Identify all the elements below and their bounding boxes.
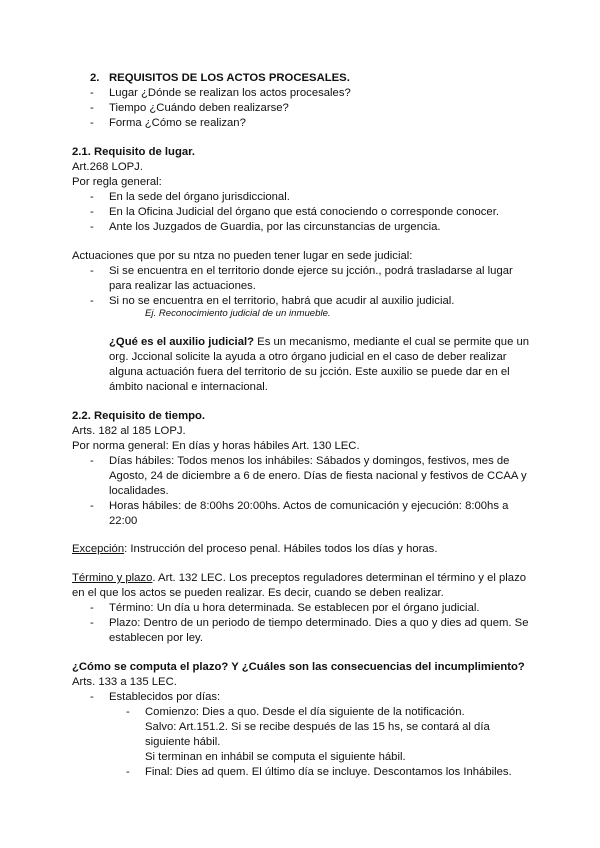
bullet-dash: - (90, 691, 94, 703)
paragraph: Por norma general: En días y horas hábiles Art. 130 LEC. (72, 440, 360, 452)
list-item: Si se encuentra en el territorio donde ejerce su jcción., podrá trasladarse al lugar (109, 265, 513, 277)
bullet-dash: - (90, 221, 94, 233)
list-item-continuation: para realizar las actuaciones. (109, 280, 256, 292)
bullet-dash: - (90, 602, 94, 614)
list-item: En la Oficina Judicial del órgano que está conociendo o corresponde conocer. (109, 206, 499, 218)
bullet-dash: - (90, 295, 94, 307)
termino-paragraph (72, 571, 526, 585)
bullet-dash: - (90, 617, 94, 629)
paragraph: Actuaciones que por su ntza no pueden tener lugar en sede judicial: (72, 250, 413, 262)
list-item: Ante los Juzgados de Guardia, por las circunstancias de urgencia. (109, 221, 441, 233)
list-item: Plazo: Dentro de un periodo de tiempo determinado. Dies a quo y dies ad quem. Se (109, 617, 529, 629)
list-item: Establecidos por días: (109, 691, 221, 703)
termino-text: en el que los actos se pueden realizar. Es decir, cuando se deben realizar. (72, 587, 444, 599)
list-item: Tiempo ¿Cuándo deben realizarse? (109, 102, 289, 114)
termino-text: . Art. 132 LEC. Los preceptos reguladores determinan el término y el plazo (152, 572, 527, 584)
list-item: Forma ¿Cómo se realizan? (109, 117, 246, 129)
list-item: Días hábiles: Todos menos los inhábiles: Sábados y domingos, festivos, mes de (109, 455, 510, 467)
bullet-dash: - (90, 102, 94, 114)
sub-list-item-continuation: Salvo: Art.151.2. Si se recibe después de las 15 hs, se contará al día (145, 721, 490, 733)
list-item: Término: Un día u hora determinada. Se establecen por el órgano judicial. (109, 602, 480, 614)
sub-list-item: Final: Dies ad quem. El último día se incluye. Descontamos los Inhábiles. (145, 766, 512, 778)
article-ref: Arts. 133 a 135 LEC. (72, 676, 177, 688)
bullet-dash: - (90, 191, 94, 203)
paragraph: Por regla general: (72, 176, 162, 188)
list-item: Lugar ¿Dónde se realizan los actos procesales? (109, 87, 351, 99)
auxilio-paragraph (109, 335, 529, 349)
auxilio-text: ámbito nacional e internacional. (109, 381, 268, 393)
excepcion-label: Excepción (72, 543, 125, 555)
list-item: Horas hábiles: de 8:00hs 20:00hs. Actos de comunicación y ejecución: 8:00hs a (109, 500, 509, 512)
section-title: REQUISITOS DE LOS ACTOS PROCESALES. (109, 72, 350, 84)
example-note: Ej. Reconocimiento judicial de un inmueble. (145, 308, 331, 319)
auxilio-text: org. Jccional solicite la ayuda a otro órgano judicial en el caso de deber realizar (109, 351, 507, 363)
list-item: Si no se encuentra en el territorio, habrá que acudir al auxilio judicial. (109, 295, 455, 307)
bullet-dash: - (90, 455, 94, 467)
subsection-heading: 2.2. Requisito de tiempo. (72, 410, 206, 422)
termino-label: Término y plazo (72, 572, 153, 584)
auxilio-text: Es un mecanismo, mediante el cual se permite que un (254, 336, 530, 348)
list-item-continuation: establecen por ley. (109, 632, 203, 644)
sub-list-item-continuation: Si terminan en inhábil se computa el siguiente hábil. (145, 751, 406, 763)
bullet-dash: - (90, 206, 94, 218)
bullet-dash: - (90, 87, 94, 99)
bullet-dash: - (126, 706, 130, 718)
auxilio-question: ¿Qué es el auxilio judicial? (109, 336, 255, 348)
auxilio-text: alguna actuación fuera del territorio de su jcción. Este auxilio se puede dar en el (109, 366, 510, 378)
excepcion-text: : Instrucción del proceso penal. Hábiles todos los días y horas. (124, 543, 438, 555)
bullet-dash: - (90, 117, 94, 129)
list-item-continuation: localidades. (109, 485, 169, 497)
list-item-continuation: Agosto, 24 de diciembre a 6 de enero. Días de fiesta nacional y festivos de CCAA y (109, 470, 527, 482)
list-item-continuation: 22:00 (109, 515, 138, 527)
sub-list-item: Comienzo: Dies a quo. Desde el día siguiente de la notificación. (145, 706, 465, 718)
article-ref: Arts. 182 al 185 LOPJ. (72, 425, 186, 437)
bullet-dash: - (90, 500, 94, 512)
section-number: 2. (90, 72, 100, 84)
subsection-heading: 2.1. Requisito de lugar. (72, 146, 196, 158)
computo-heading: ¿Cómo se computa el plazo? Y ¿Cuáles son las consecuencias del incumplimiento? (72, 661, 525, 673)
article-ref: Art.268 LOPJ. (72, 161, 143, 173)
sub-list-item-continuation: siguiente hábil. (145, 736, 221, 748)
bullet-dash: - (90, 265, 94, 277)
bullet-dash: - (126, 766, 130, 778)
excepcion-paragraph (72, 542, 437, 556)
list-item: En la sede del órgano jurisdiccional. (109, 191, 290, 203)
